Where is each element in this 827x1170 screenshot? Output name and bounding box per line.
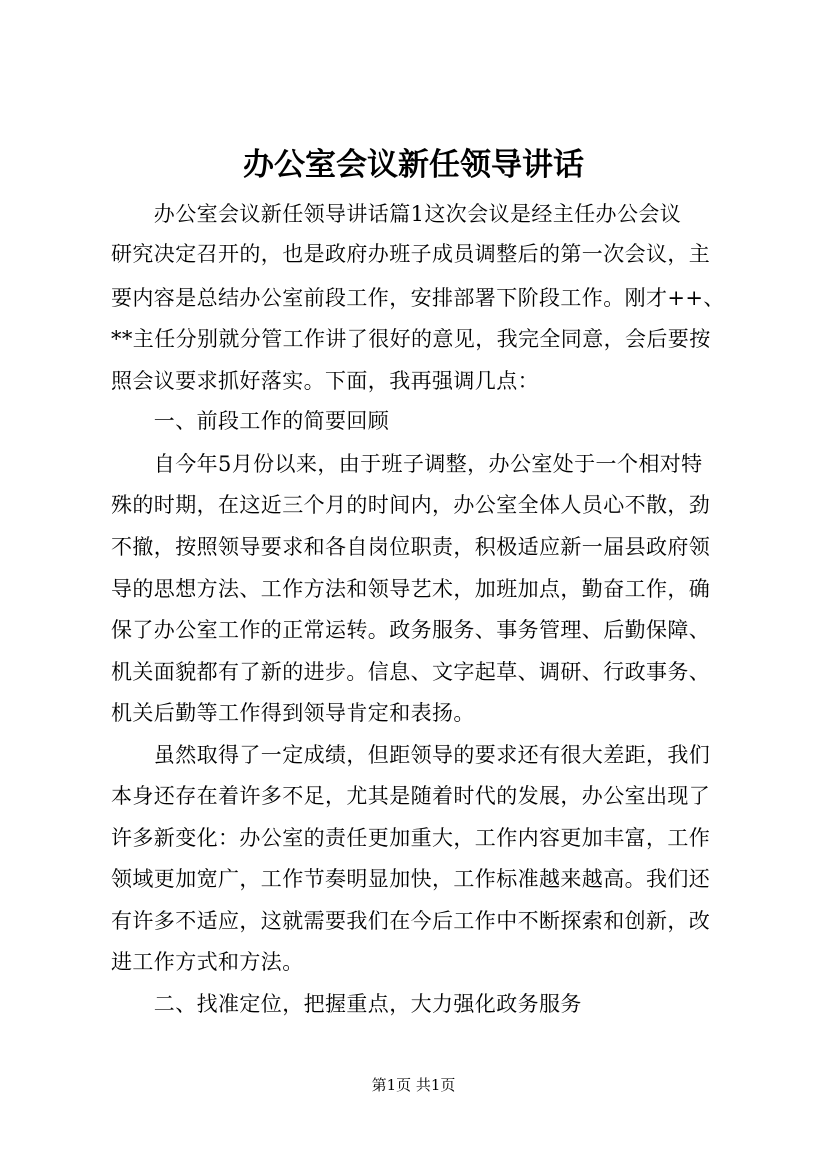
body-line-12: 机关面貌都有了新的进步。信息、文字起草、调研、行政事务、	[111, 660, 711, 684]
body-line-10: 导的思想方法、工作方法和领导艺术，加班加点，勤奋工作，确	[111, 577, 711, 601]
section-heading-1: 一、前段工作的简要回顾	[111, 409, 390, 433]
body-line-15: 本身还存在着许多不足，尤其是随着时代的发展，办公室出现了	[111, 784, 711, 808]
section-heading-2: 二、找准定位，把握重点，大力强化政务服务	[111, 992, 582, 1016]
body-line-7: 自今年5月份以来，由于班子调整，办公室处于一个相对特	[111, 452, 703, 476]
body-line-18: 有许多不适应，这就需要我们在今后工作中不断探索和创新，改	[111, 909, 711, 933]
document-title: 办公室会议新任领导讲话	[243, 147, 584, 183]
body-line-4: **主任分别就分管工作讲了很好的意见，我完全同意，会后要按	[111, 327, 711, 351]
body-line-11: 保了办公室工作的正常运转。政务服务、事务管理、后勤保障、	[111, 618, 711, 642]
page-footer: 第1页 共1页	[371, 1076, 456, 1094]
body-line-16: 许多新变化：办公室的责任更加重大，工作内容更加丰富，工作	[111, 826, 711, 850]
body-line-1: 办公室会议新任领导讲话篇1这次会议是经主任办公会议	[111, 202, 682, 226]
body-line-2: 研究决定召开的，也是政府办班子成员调整后的第一次会议，主	[111, 242, 711, 266]
body-line-14: 虽然取得了一定成绩，但距领导的要求还有很大差距，我们	[111, 743, 711, 767]
body-line-19: 进工作方式和方法。	[111, 950, 304, 974]
body-line-9: 不撤，按照领导要求和各自岗位职责，积极适应新一届县政府领	[111, 535, 711, 559]
body-line-3: 要内容是总结办公室前段工作，安排部署下阶段工作。刚才++、	[111, 286, 725, 310]
body-line-13: 机关后勤等工作得到领导肯定和表扬。	[111, 701, 475, 725]
body-line-17: 领域更加宽广，工作节奏明显加快，工作标准越来越高。我们还	[111, 867, 711, 891]
body-line-8: 殊的时期，在这近三个月的时间内，办公室全体人员心不散，劲	[111, 493, 711, 517]
body-line-5: 照会议要求抓好落实。下面，我再强调几点：	[111, 369, 539, 393]
